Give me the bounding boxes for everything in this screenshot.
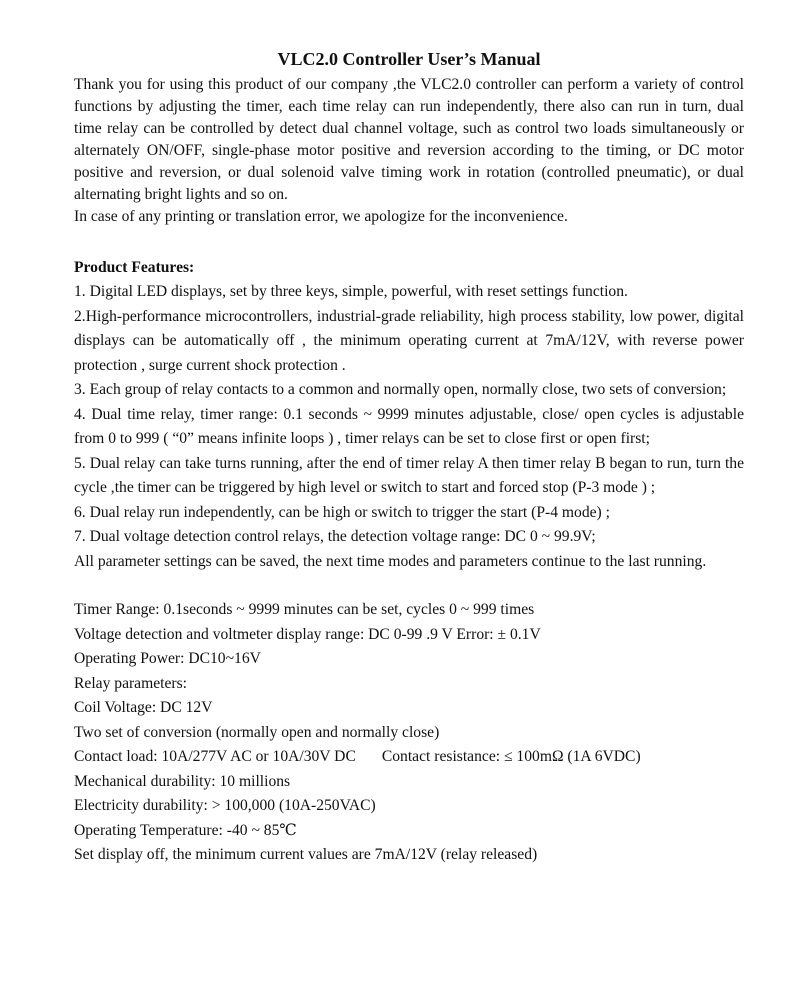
spec-conversion: Two set of conversion (normally open and normally close) (74, 723, 440, 741)
disclaimer-paragraph: In case of any printing or translation error, we apologize for the inconvenience. (74, 208, 568, 225)
spec-relay-parameters: Relay parameters: (74, 674, 188, 692)
spec-mechanical-durability: Mechanical durability: 10 millions (74, 772, 291, 790)
spec-contact-line (74, 745, 744, 770)
feature-item-3: 3. Each group of relay contacts to a common and normally open, normally close, two sets of conversion; (74, 381, 727, 398)
feature-item-5: 5. Dual relay can take turns running, after the end of timer relay A then timer relay B began to run, turn the cycle ,the timer can be triggered by high level or switch to start and forced stop (P-3 mode ) ; (74, 454, 744, 496)
spec-contact-resistance: Contact resistance: ≤ 100mΩ (1A 6VDC) (381, 748, 641, 765)
document-title: VLC2.0 Controller User’s Manual (277, 49, 541, 69)
spec-operating-power: Operating Power: DC10~16V (74, 650, 261, 667)
features-list (74, 280, 744, 574)
features-section (74, 256, 744, 574)
spec-contact-load: Contact load: 10A/277V AC or 10A/30V DC (74, 748, 356, 765)
specifications-section (74, 598, 744, 868)
spec-timer-range: Timer Range: 0.1seconds ~ 9999 minutes can be set, cycles 0 ~ 999 times (74, 601, 535, 618)
feature-item-4: 4. Dual time relay, timer range: 0.1 seconds ~ 9999 minutes adjustable, close/ open cycles is adjustable from 0 to 999 ( “0” means infinite loops ) , timer relays can be set to close first or open first; (74, 405, 744, 447)
feature-item-7: 7. Dual voltage detection control relays, the detection voltage range: DC 0 ~ 99.9V; (74, 528, 596, 545)
spec-coil-voltage: Coil Voltage: DC 12V (74, 699, 213, 716)
intro-paragraph: Thank you for using this product of our company ,the VLC2.0 controller can perform a variety of control functions by adjusting the timer, each time relay can run independently, there also can run in turn, dual time relay can be controlled by detect dual channel voltage, such as control two loads simultaneously or alternately ON/OFF, single-phase motor positive and reversion according to the timing, or DC motor positive and reversion, or dual solenoid valve timing work in rotation (controlled pneumatic), or dual alternating bright lights and so on. (74, 76, 744, 203)
spec-electricity-durability: Electricity durability: > 100,000 (10A-250VAC) (74, 797, 376, 814)
spec-display-off: Set display off, the minimum current values are 7mA/12V (relay released) (74, 846, 538, 863)
spec-voltage-detection: Voltage detection and voltmeter display range: DC 0-99 .9 V Error: ± 0.1V (74, 625, 541, 643)
feature-item-6: 6. Dual relay run independently, can be high or switch to trigger the start (P-4 mode) ; (74, 503, 610, 521)
spec-operating-temperature: Operating Temperature: -40 ~ 85℃ (74, 821, 297, 839)
settings-saved-note: All parameter settings can be saved, the next time modes and parameters continue to the last running. (74, 552, 707, 570)
feature-item-1: 1. Digital LED displays, set by three keys, simple, powerful, with reset settings function. (74, 283, 628, 300)
intro-section (74, 74, 744, 228)
feature-item-2: 2.High-performance microcontrollers, industrial-grade reliability, high process stability, low power, digital displays can be automatically off , the minimum operating current at 7mA/12V, with reverse power protection , surge current shock protection . (74, 307, 744, 374)
features-heading: Product Features: (74, 259, 195, 276)
